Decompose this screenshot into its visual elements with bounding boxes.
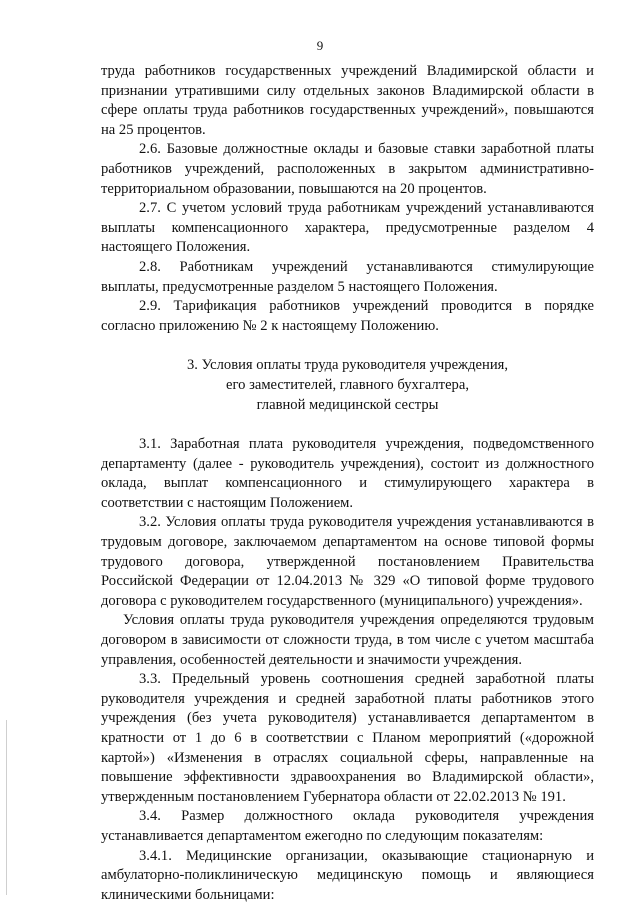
paragraph: 2.7. С учетом условий труда работникам учреждений устанавливаются выплаты компенсационного характера, предусмотренные разделом 4 настоящего Положения. bbox=[101, 200, 594, 256]
section-heading-line-1: 3. Условия оплаты труда руководителя учреждения, bbox=[186, 357, 509, 374]
section-heading-line-3: главной медицинской сестры bbox=[256, 396, 439, 413]
section-heading-line-2: его заместителей, главного бухгалтера, bbox=[226, 376, 469, 393]
section-3-heading bbox=[101, 356, 594, 415]
paragraph: 3.4.1. Медицинские организации, оказывающие стационарную и амбулаторно-поликлиническую медицинскую помощь и являющиеся клиническими больницами: bbox=[101, 847, 594, 903]
paragraphs-section-3 bbox=[101, 435, 594, 905]
paragraph: труда работников государственных учреждений Владимирской области и признании утратившими силу отдельных законов Владимирской области в сфере оплаты труда работников государственных учреждений», повышаются на 25 процентов. bbox=[101, 63, 594, 138]
paragraph: Условия оплаты труда руководителя учреждения определяются трудовым договором в зависимости от сложности труда, в том числе с учетом масштаба управления, особенностей деятельности и значимости учреждения. bbox=[101, 612, 594, 668]
paragraph: 2.6. Базовые должностные оклады и базовые ставки заработной платы работников учреждений, расположенных в закрытом административно-территориальном образовании, повышаются на 20 процентов. bbox=[101, 141, 594, 197]
paragraph: 3.3. Предельный уровень соотношения средней заработной платы руководителя учреждения и средней заработной платы работников этого учреждения (без учета руководителя) устанавливается департаментом в кратности от 1 до 6 в соответствии с Планом мероприятий («дорожной картой») «Изменения в отраслях социальной сферы, направленные на повышение эффективности здравоохранения во Владимирской области», утвержденным постановлением Губернатора области от 22.02.2013 № 191. bbox=[101, 671, 594, 805]
paragraph: 3.1. Заработная плата руководителя учреждения, подведомственного департаменту (далее - руководитель учреждения), состоит из должностного оклада, выплат компенсационного и стимулирующего характера в соответствии с настоящим Положением. bbox=[101, 436, 594, 511]
paragraph: 3.4. Размер должностного оклада руководителя учреждения устанавливается департаментом ежегодно по следующим показателям: bbox=[101, 808, 594, 844]
paragraph: 2.8. Работникам учреждений устанавливаются стимулирующие выплаты, предусмотренные разделом 5 настоящего Положения. bbox=[101, 258, 594, 295]
page-number: 9 bbox=[316, 38, 324, 53]
paragraph: 3.2. Условия оплаты труда руководителя учреждения устанавливаются в трудовым договоре, заключаемом департаментом на основе типовой формы трудового договора, утвержденной постановлением Правительства Российской Федерации от 12.04.2013 № 329 «О типовой форме трудового договора с руководителем государственного (муниципального) учреждения». bbox=[101, 514, 594, 609]
scan-margin-mark bbox=[6, 720, 7, 895]
document-body bbox=[101, 62, 594, 905]
paragraphs-section-2 bbox=[101, 62, 594, 336]
paragraph: 2.9. Тарификация работников учреждений проводится в порядке согласно приложению № 2 к настоящему Положению. bbox=[101, 298, 594, 334]
